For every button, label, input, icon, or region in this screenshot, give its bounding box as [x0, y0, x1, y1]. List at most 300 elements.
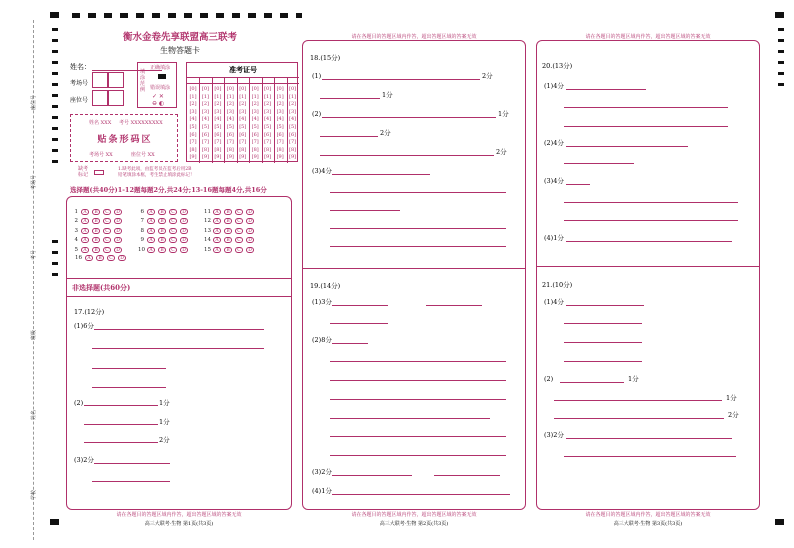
digit-bubble[interactable]: [8]: [289, 146, 297, 153]
digit-bubble[interactable]: [5]: [264, 124, 272, 130]
digit-bubble[interactable]: [4]: [239, 116, 247, 123]
answer-line[interactable]: [330, 246, 506, 247]
option-bubble[interactable]: D: [180, 228, 188, 234]
option-bubble[interactable]: C: [235, 237, 243, 243]
option-bubble[interactable]: A: [81, 228, 89, 234]
option-bubble[interactable]: A: [213, 218, 221, 224]
option-bubble[interactable]: B: [158, 237, 166, 243]
digit-bubble[interactable]: [3]: [189, 108, 197, 115]
answer-line[interactable]: [330, 361, 506, 362]
option-bubble[interactable]: C: [169, 218, 177, 224]
option-bubble[interactable]: A: [81, 237, 89, 243]
answer-line[interactable]: [564, 163, 634, 164]
q19-part3: (3)2分: [312, 468, 332, 476]
answer-line[interactable]: [330, 210, 400, 211]
option-bubble[interactable]: B: [92, 218, 100, 224]
option-bubble[interactable]: B: [158, 247, 166, 253]
digit-bubble[interactable]: [4]: [289, 116, 297, 123]
option-bubble[interactable]: D: [114, 237, 122, 243]
q20-part2: (2)4分: [544, 139, 564, 147]
question-number: 11: [204, 209, 211, 215]
wrong-fill-marks: ✓ ✕ ⊖ ◐: [152, 93, 165, 107]
exam-room-label: 考场号: [70, 80, 89, 87]
choice-row: [204, 209, 254, 215]
digit-bubble[interactable]: [2]: [214, 101, 222, 108]
digit-bubble[interactable]: [4]: [264, 116, 272, 123]
digit-bubble[interactable]: [8]: [226, 146, 234, 153]
answer-line[interactable]: [84, 442, 158, 443]
answer-line[interactable]: [84, 424, 158, 425]
admission-label: 准考证号: [229, 65, 257, 74]
digit-bubble[interactable]: [9]: [201, 154, 209, 161]
question-number: 14: [204, 237, 211, 244]
q17-score1: 1分: [159, 399, 170, 407]
question-number: 8: [140, 227, 144, 234]
answer-line[interactable]: [92, 348, 264, 349]
top-warning: 请在各题目的答题区域内作答，超出答题区域的答案无效: [585, 34, 711, 40]
digit-bubble[interactable]: [7]: [251, 139, 259, 146]
choice-row: [138, 228, 188, 234]
answer-line[interactable]: [322, 79, 480, 80]
question-number: 2: [74, 218, 78, 225]
choice-row: [72, 237, 122, 243]
answer-line[interactable]: [564, 202, 738, 203]
option-bubble[interactable]: D: [180, 209, 188, 215]
bottom-warning: 请在各题目的答题区域内作答，超出答题区域的答案无效: [351, 512, 477, 518]
page-footer: 高三大联考·生物 第3页(共3页): [613, 521, 683, 527]
digit-bubble[interactable]: [8]: [276, 146, 284, 153]
digit-bubble[interactable]: [0]: [201, 86, 209, 92]
q17-part3: (3)2分: [74, 456, 94, 464]
option-bubble[interactable]: B: [224, 228, 232, 234]
digit-bubble[interactable]: [2]: [264, 101, 272, 108]
option-bubble[interactable]: B: [224, 218, 232, 224]
option-bubble[interactable]: C: [103, 209, 111, 215]
digit-bubble[interactable]: [7]: [239, 139, 247, 146]
digit-bubble[interactable]: [0]: [226, 86, 234, 92]
page-footer: 高三大联考·生物 第1页(共3页): [144, 521, 214, 527]
answer-line[interactable]: [330, 399, 506, 400]
option-bubble[interactable]: D: [118, 255, 126, 261]
digit-bubble[interactable]: [8]: [264, 146, 272, 153]
answer-line[interactable]: [330, 228, 506, 229]
option-bubble[interactable]: A: [213, 247, 221, 253]
barcode-area: 姓名 XXX 考号 XXXXXXXXX 贴条形码区 考场号 XX 座位号 XX: [70, 114, 178, 162]
q18-score1b: 1分: [382, 91, 393, 99]
choice-row: [204, 237, 254, 243]
digit-bubble[interactable]: [0]: [239, 86, 247, 92]
digit-bubble[interactable]: [3]: [226, 108, 234, 115]
timing-marks-right: [778, 28, 784, 88]
option-bubble[interactable]: B: [224, 237, 232, 243]
option-bubble[interactable]: C: [103, 218, 111, 224]
seat-field[interactable]: [92, 90, 108, 106]
digit-bubble[interactable]: [1]: [264, 93, 272, 100]
digit-bubble[interactable]: [3]: [239, 108, 247, 115]
digit-bubble[interactable]: [6]: [226, 131, 234, 138]
choice-row: [204, 247, 254, 253]
answer-line[interactable]: [554, 418, 724, 419]
answer-line[interactable]: [564, 107, 728, 108]
digit-bubble[interactable]: [7]: [264, 139, 272, 146]
digit-bubble[interactable]: [0]: [189, 86, 197, 92]
q21-part1: (1)4分: [544, 298, 564, 306]
option-bubble[interactable]: C: [235, 228, 243, 234]
option-bubble[interactable]: B: [224, 247, 232, 253]
q17-title: 17.(12分): [74, 308, 105, 316]
question-number: 6: [140, 209, 144, 215]
option-bubble[interactable]: B: [92, 247, 100, 253]
q19-part2: (2)8分: [312, 336, 332, 344]
digit-bubble[interactable]: [0]: [251, 86, 259, 92]
answer-line[interactable]: [564, 323, 642, 324]
question-number: 16: [75, 255, 82, 261]
option-bubble[interactable]: B: [92, 209, 100, 215]
option-bubble[interactable]: C: [235, 218, 243, 224]
admission-number-grid[interactable]: [186, 62, 298, 162]
option-bubble[interactable]: D: [180, 247, 188, 253]
digit-bubble[interactable]: [5]: [251, 124, 259, 130]
question-number: 4: [74, 237, 78, 244]
q21-part3: (3)2分: [544, 431, 564, 439]
answer-line[interactable]: [322, 117, 496, 118]
q21-score2: 1分: [628, 375, 639, 383]
digit-bubble[interactable]: [7]: [276, 139, 284, 146]
digit-bubble[interactable]: [1]: [251, 93, 259, 100]
answer-line[interactable]: [332, 343, 368, 344]
side-label-class: 班级: [31, 329, 37, 340]
answer-line[interactable]: [92, 387, 166, 388]
name-label: 姓名：: [70, 63, 91, 71]
option-bubble[interactable]: B: [92, 228, 100, 234]
answer-line[interactable]: [330, 436, 506, 437]
option-bubble[interactable]: D: [246, 247, 254, 253]
answer-line[interactable]: [320, 155, 494, 156]
choice-row: [72, 218, 122, 224]
q17-score2: 1分: [159, 418, 170, 426]
timing-marks-left: [52, 28, 58, 168]
option-bubble[interactable]: C: [169, 228, 177, 234]
answer-line[interactable]: [434, 475, 500, 476]
answer-line[interactable]: [564, 361, 642, 362]
digit-bubble[interactable]: [5]: [276, 124, 284, 130]
option-bubble[interactable]: B: [158, 209, 166, 215]
digit-bubble[interactable]: [8]: [189, 146, 197, 153]
answer-line[interactable]: [566, 146, 688, 147]
question-number: 15: [204, 246, 211, 253]
digit-bubble[interactable]: [2]: [226, 101, 234, 108]
q18-part3: (3)4分: [312, 167, 332, 175]
digit-bubble[interactable]: [2]: [189, 101, 197, 108]
option-bubble[interactable]: C: [103, 247, 111, 253]
answer-line[interactable]: [564, 456, 736, 457]
digit-bubble[interactable]: [6]: [239, 131, 247, 138]
choice-row: [204, 228, 254, 234]
timing-marks-left-2: [52, 240, 58, 280]
digit-bubble[interactable]: [3]: [201, 108, 209, 115]
option-bubble[interactable]: C: [235, 247, 243, 253]
digit-bubble[interactable]: [7]: [214, 139, 222, 146]
q19-title: 19.(14分): [310, 282, 341, 290]
option-bubble[interactable]: A: [147, 247, 155, 253]
digit-bubble[interactable]: [3]: [251, 108, 259, 115]
absent-checkbox[interactable]: [94, 170, 104, 175]
corner-mark: [50, 519, 59, 525]
digit-bubble[interactable]: [9]: [189, 154, 197, 161]
digit-bubble[interactable]: [9]: [251, 154, 259, 161]
choice-row: [138, 218, 188, 224]
digit-bubble[interactable]: [8]: [239, 146, 247, 153]
option-bubble[interactable]: D: [246, 218, 254, 224]
digit-bubble[interactable]: [0]: [276, 86, 284, 92]
option-bubble[interactable]: D: [114, 209, 122, 215]
digit-bubble[interactable]: [5]: [239, 124, 247, 130]
answer-line[interactable]: [332, 174, 430, 175]
digit-bubble[interactable]: [4]: [214, 116, 222, 123]
digit-bubble[interactable]: [0]: [289, 86, 297, 92]
option-bubble[interactable]: B: [158, 218, 166, 224]
fill-example: 填涂范例 正确填涂 错误填涂 ✓ ✕ ⊖ ◐: [137, 62, 177, 108]
q18-title: 18.(15分): [310, 54, 341, 62]
answer-line[interactable]: [330, 380, 506, 381]
question-number: 12: [204, 218, 211, 225]
option-bubble[interactable]: A: [81, 218, 89, 224]
digit-bubble[interactable]: [5]: [189, 124, 197, 130]
digit-bubble[interactable]: [1]: [276, 93, 284, 100]
digit-bubble[interactable]: [9]: [289, 154, 297, 161]
q18-score2: 1分: [498, 110, 509, 118]
answer-line[interactable]: [92, 368, 166, 369]
option-bubble[interactable]: A: [147, 218, 155, 224]
digit-bubble[interactable]: [8]: [251, 146, 259, 153]
answer-line[interactable]: [564, 220, 738, 221]
option-bubble[interactable]: A: [213, 237, 221, 243]
answer-panel-3: [536, 40, 760, 510]
digit-bubble[interactable]: [6]: [264, 131, 272, 138]
digit-bubble[interactable]: [1]: [226, 93, 234, 100]
q20-part4: (4)1分: [544, 234, 564, 242]
choice-row: [72, 209, 122, 215]
digit-bubble[interactable]: [4]: [276, 116, 284, 123]
digit-bubble[interactable]: [5]: [201, 124, 209, 130]
option-bubble[interactable]: D: [180, 237, 188, 243]
answer-line[interactable]: [554, 400, 722, 401]
q19-part4: (4)1分: [312, 487, 332, 495]
corner-mark: [50, 12, 59, 18]
digit-bubble[interactable]: [2]: [289, 101, 297, 108]
q20-title: 20.(13分): [542, 62, 573, 70]
question-number: 5: [74, 246, 78, 253]
option-bubble[interactable]: A: [85, 255, 93, 261]
digit-bubble[interactable]: [2]: [251, 101, 259, 108]
choice-row: [72, 255, 126, 261]
answer-line[interactable]: [320, 98, 380, 99]
digit-bubble[interactable]: [1]: [214, 93, 222, 100]
q18-score1: 2分: [482, 72, 493, 80]
option-bubble[interactable]: B: [96, 255, 104, 261]
absent-label: 缺考标记: [78, 166, 89, 178]
digit-bubble[interactable]: [9]: [264, 154, 272, 161]
q17-part1: (1)6分: [74, 322, 94, 330]
digit-bubble[interactable]: [8]: [214, 146, 222, 153]
option-bubble[interactable]: D: [246, 228, 254, 234]
option-bubble[interactable]: C: [103, 237, 111, 243]
digit-bubble[interactable]: [6]: [276, 131, 284, 138]
answer-line[interactable]: [564, 342, 642, 343]
question-number: 13: [204, 227, 211, 234]
answer-line[interactable]: [320, 136, 378, 137]
choice-row: [138, 237, 188, 243]
answer-line[interactable]: [566, 184, 590, 185]
q18-part2: (2): [312, 110, 322, 118]
answer-line[interactable]: [560, 382, 624, 383]
digit-bubble[interactable]: [7]: [289, 139, 297, 146]
exam-room-field[interactable]: [108, 72, 124, 88]
digit-bubble[interactable]: [1]: [189, 93, 197, 100]
digit-bubble[interactable]: [1]: [201, 93, 209, 100]
question-number: 1: [74, 209, 78, 215]
answer-line[interactable]: [332, 305, 388, 306]
digit-bubble[interactable]: [7]: [189, 139, 197, 146]
q21-title: 21.(10分): [542, 281, 573, 289]
digit-bubble[interactable]: [6]: [214, 131, 222, 138]
answer-line[interactable]: [566, 89, 646, 90]
option-bubble[interactable]: C: [169, 247, 177, 253]
option-bubble[interactable]: D: [180, 218, 188, 224]
option-bubble[interactable]: A: [213, 228, 221, 234]
digit-bubble[interactable]: [0]: [264, 86, 272, 92]
option-bubble[interactable]: D: [114, 218, 122, 224]
answer-line[interactable]: [84, 405, 158, 406]
q21-part2: (2): [544, 375, 554, 383]
digit-bubble[interactable]: [2]: [276, 101, 284, 108]
digit-bubble[interactable]: [3]: [289, 108, 297, 115]
question-number: 10: [138, 246, 145, 253]
answer-line[interactable]: [332, 494, 510, 495]
answer-line[interactable]: [330, 323, 388, 324]
option-bubble[interactable]: D: [246, 237, 254, 243]
answer-panel-2: [302, 40, 526, 510]
digit-bubble[interactable]: [5]: [214, 124, 222, 130]
q18-score2c: 2分: [496, 148, 507, 156]
option-bubble[interactable]: C: [107, 255, 115, 261]
digit-bubble[interactable]: [5]: [226, 124, 234, 130]
option-bubble[interactable]: D: [114, 228, 122, 234]
answer-line[interactable]: [426, 305, 482, 306]
sheet-title: 衡水金卷先享联盟高三联考: [122, 32, 237, 43]
option-bubble[interactable]: B: [92, 237, 100, 243]
answer-line[interactable]: [564, 126, 728, 127]
sheet-subtitle: 生物答题卡: [160, 46, 200, 55]
answer-line[interactable]: [94, 463, 170, 464]
digit-bubble[interactable]: [1]: [239, 93, 247, 100]
exam-room-field[interactable]: [92, 72, 108, 88]
digit-bubble[interactable]: [5]: [289, 124, 297, 130]
choice-row: [138, 247, 188, 253]
digit-bubble[interactable]: [9]: [214, 154, 222, 161]
bottom-warning: 请在各题目的答题区域内作答，超出答题区域的答案无效: [585, 512, 711, 518]
digit-bubble[interactable]: [3]: [276, 108, 284, 115]
corner-mark: [775, 12, 784, 18]
option-bubble[interactable]: A: [147, 209, 155, 215]
answer-line[interactable]: [330, 455, 506, 456]
digit-bubble[interactable]: [2]: [239, 101, 247, 108]
option-bubble[interactable]: A: [213, 209, 221, 215]
seat-field[interactable]: [108, 90, 124, 106]
digit-bubble[interactable]: [4]: [189, 116, 197, 123]
option-bubble[interactable]: A: [147, 228, 155, 234]
choice-row: [138, 209, 188, 215]
side-label-school: 学校: [31, 489, 37, 500]
option-bubble[interactable]: B: [224, 209, 232, 215]
digit-bubble[interactable]: [6]: [289, 131, 297, 138]
side-label-id: 考号: [31, 249, 37, 260]
option-bubble[interactable]: C: [103, 228, 111, 234]
binding-strip: [0, 0, 36, 548]
digit-bubble[interactable]: [9]: [226, 154, 234, 161]
q20-part1: (1)4分: [544, 82, 564, 90]
option-bubble[interactable]: D: [246, 209, 254, 215]
answer-line[interactable]: [94, 329, 264, 330]
answer-line[interactable]: [566, 305, 644, 306]
digit-bubble[interactable]: [1]: [289, 93, 297, 100]
bottom-warning: 请在各题目的答题区域内作答，超出答题区域的答案无效: [116, 512, 242, 518]
option-bubble[interactable]: C: [235, 209, 243, 215]
option-bubble[interactable]: A: [81, 209, 89, 215]
digit-bubble[interactable]: [4]: [251, 116, 259, 123]
digit-bubble[interactable]: [6]: [201, 131, 209, 138]
answer-line[interactable]: [92, 481, 170, 482]
choice-row: [72, 228, 122, 234]
digit-bubble[interactable]: [9]: [239, 154, 247, 161]
digit-bubble[interactable]: [9]: [276, 154, 284, 161]
digit-bubble[interactable]: [7]: [201, 139, 209, 146]
option-bubble[interactable]: D: [114, 247, 122, 253]
digit-bubble[interactable]: [6]: [189, 131, 197, 138]
side-label-name: 姓名: [31, 409, 37, 420]
q18-part1: (1): [312, 72, 322, 80]
digit-bubble[interactable]: [0]: [214, 86, 222, 92]
digit-bubble[interactable]: [3]: [264, 108, 272, 115]
q21-score2b: 1分: [726, 394, 737, 402]
option-bubble[interactable]: C: [169, 237, 177, 243]
digit-bubble[interactable]: [4]: [201, 116, 209, 123]
page-footer: 高三大联考·生物 第2页(共3页): [379, 521, 449, 527]
timing-marks-top: [72, 13, 302, 18]
digit-bubble[interactable]: [8]: [201, 146, 209, 153]
digit-bubble[interactable]: [2]: [201, 101, 209, 108]
answer-line[interactable]: [566, 438, 732, 439]
option-bubble[interactable]: B: [158, 228, 166, 234]
answer-line[interactable]: [330, 418, 490, 419]
digit-bubble[interactable]: [4]: [226, 116, 234, 123]
question-number: 3: [74, 227, 78, 234]
option-bubble[interactable]: C: [169, 209, 177, 215]
q21-score2c: 2分: [728, 411, 739, 419]
corner-mark: [775, 519, 784, 525]
answer-line[interactable]: [332, 475, 412, 476]
option-bubble[interactable]: A: [81, 247, 89, 253]
choice-header: 选择题(共40分)1-12题每题2分,共24分;13-16题每题4分,共16分: [70, 186, 267, 194]
side-label-seat: 座位号: [31, 94, 37, 110]
answer-line[interactable]: [566, 241, 732, 242]
digit-bubble[interactable]: [3]: [214, 108, 222, 115]
answer-line[interactable]: [330, 192, 506, 193]
digit-bubble[interactable]: [6]: [251, 131, 259, 138]
top-warning: 请在各题目的答题区域内作答，超出答题区域的答案无效: [351, 34, 477, 40]
digit-bubble[interactable]: [7]: [226, 139, 234, 146]
option-bubble[interactable]: A: [147, 237, 155, 243]
